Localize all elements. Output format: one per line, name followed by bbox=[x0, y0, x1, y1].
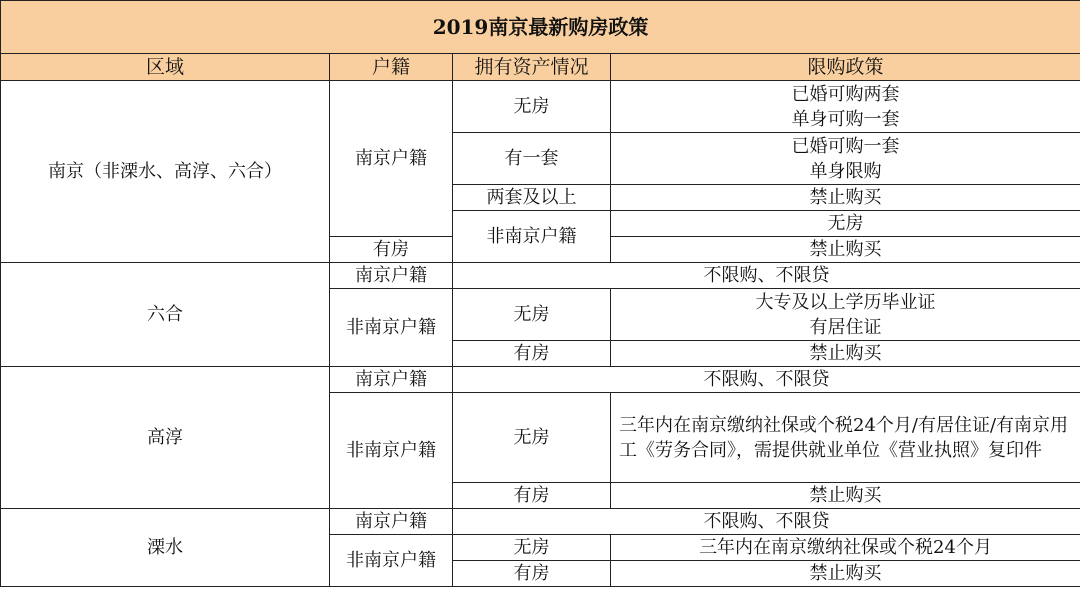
policy-nanjing-nonlocal-has: 禁止购买 bbox=[611, 237, 1080, 263]
policy-gaochun-nonlocal-has: 禁止购买 bbox=[611, 483, 1080, 509]
policy-nanjing-local-none: 已婚可购两套 单身可购一套 bbox=[611, 81, 1080, 133]
policy-gaochun-nonlocal-none: 三年内在南京缴纳社保或个税24个月/有居住证/有南京用工《劳务合同》，需提供就业单位《营业执照》复印件 bbox=[611, 393, 1080, 483]
assets-nanjing-local-one: 有一套 bbox=[453, 133, 611, 185]
policy-lishui-nonlocal-has: 禁止购买 bbox=[611, 561, 1080, 587]
hukou-liuhe-local: 南京户籍 bbox=[330, 263, 453, 289]
region-liuhe: 六合 bbox=[1, 263, 330, 367]
policy-liuhe-local: 不限购、不限贷 bbox=[453, 263, 1080, 289]
hukou-lishui-local: 南京户籍 bbox=[330, 509, 453, 535]
region-gaochun: 高淳 bbox=[1, 367, 330, 509]
assets-nanjing-local-none: 无房 bbox=[453, 81, 611, 133]
assets-nanjing-local-two: 两套及以上 bbox=[453, 185, 611, 211]
region-lishui: 溧水 bbox=[1, 509, 330, 587]
hukou-liuhe-nonlocal: 非南京户籍 bbox=[330, 289, 453, 367]
region-nanjing: 南京（非溧水、高淳、六合） bbox=[1, 81, 330, 263]
header-region: 区域 bbox=[1, 54, 330, 81]
assets-nanjing-nonlocal-has: 有房 bbox=[330, 237, 453, 263]
assets-nanjing-nonlocal-none: 无房 bbox=[611, 211, 1080, 237]
header-hukou: 户籍 bbox=[330, 54, 453, 81]
policy-lishui-local: 不限购、不限贷 bbox=[453, 509, 1080, 535]
policy-nanjing-local-two: 禁止购买 bbox=[611, 185, 1080, 211]
assets-liuhe-nonlocal-none: 无房 bbox=[453, 289, 611, 341]
table-title: 2019南京最新购房政策 bbox=[1, 1, 1080, 54]
policy-liuhe-nonlocal-has: 禁止购买 bbox=[611, 341, 1080, 367]
policy-gaochun-local: 不限购、不限贷 bbox=[453, 367, 1080, 393]
assets-lishui-nonlocal-none: 无房 bbox=[453, 535, 611, 561]
policy-lishui-nonlocal-none: 三年内在南京缴纳社保或个税24个月 bbox=[611, 535, 1080, 561]
assets-gaochun-nonlocal-none: 无房 bbox=[453, 393, 611, 483]
header-policy: 限购政策 bbox=[611, 54, 1080, 81]
hukou-gaochun-nonlocal: 非南京户籍 bbox=[330, 393, 453, 509]
header-assets: 拥有资产情况 bbox=[453, 54, 611, 81]
policy-nanjing-local-one: 已婚可购一套 单身限购 bbox=[611, 133, 1080, 185]
hukou-gaochun-local: 南京户籍 bbox=[330, 367, 453, 393]
hukou-nanjing-nonlocal: 非南京户籍 bbox=[453, 211, 611, 263]
hukou-lishui-nonlocal: 非南京户籍 bbox=[330, 535, 453, 587]
hukou-nanjing-local: 南京户籍 bbox=[330, 81, 453, 237]
assets-liuhe-nonlocal-has: 有房 bbox=[453, 341, 611, 367]
assets-lishui-nonlocal-has: 有房 bbox=[453, 561, 611, 587]
policy-liuhe-nonlocal-none: 大专及以上学历毕业证 有居住证 bbox=[611, 289, 1080, 341]
assets-gaochun-nonlocal-has: 有房 bbox=[453, 483, 611, 509]
